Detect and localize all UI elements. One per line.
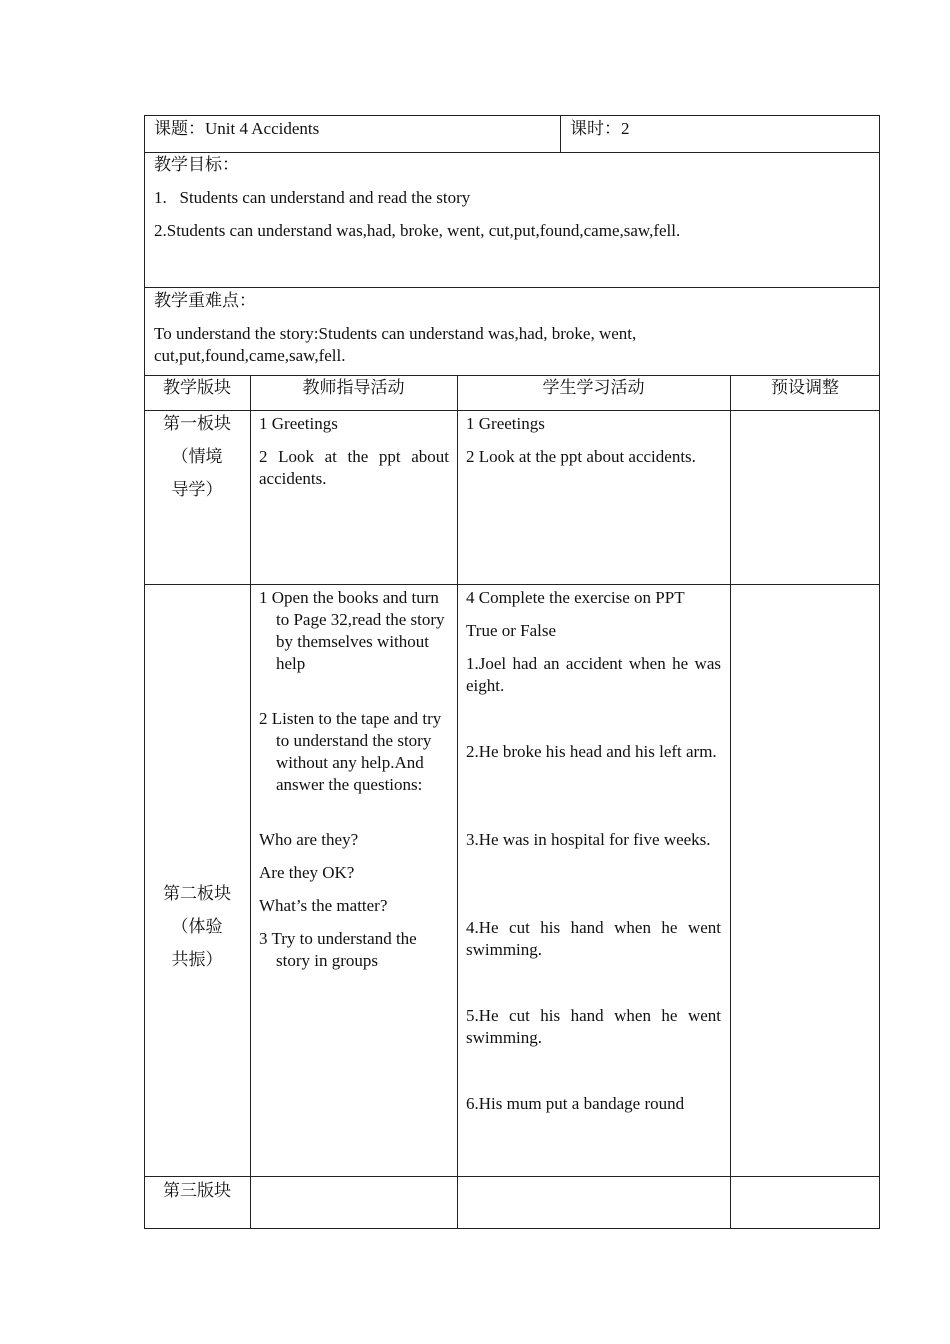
section1-teacher-item: 1 Greetings bbox=[259, 414, 338, 433]
objectives-heading: 教学目标： bbox=[154, 155, 239, 174]
section2-teacher-item: What’s the matter? bbox=[259, 896, 388, 915]
column-header-student: 学生学习活动 bbox=[542, 378, 645, 397]
section2-label-line: （体验 bbox=[171, 917, 223, 936]
section2-student-item: 4.He cut his hand when he went swimming. bbox=[466, 918, 721, 959]
objective-item: 2.Students can understand was,had, broke, went, cut,put,found,came,saw,fell. bbox=[154, 221, 681, 240]
row-divider bbox=[144, 410, 880, 411]
section2-student-item: 3.He was in hospital for five weeks. bbox=[466, 830, 711, 849]
column-divider bbox=[730, 375, 731, 1229]
section2-student-item: True or False bbox=[466, 621, 557, 640]
row-divider bbox=[144, 1176, 880, 1177]
section1-teacher-item: 2 Look at the ppt about accidents. bbox=[259, 447, 449, 488]
section2-student-item: 2.He broke his head and his left arm. bbox=[466, 742, 717, 761]
row-divider bbox=[144, 584, 880, 585]
section1-student-item: 1 Greetings bbox=[466, 414, 545, 433]
section2-student-item: 6.His mum put a bandage round bbox=[466, 1094, 685, 1113]
column-header-teacher: 教师指导活动 bbox=[302, 378, 405, 397]
topic-label: 课题：Unit 4 Accidents bbox=[154, 119, 320, 138]
section1-student-item: 2 Look at the ppt about accidents. bbox=[466, 447, 696, 466]
column-header-section: 教学版块 bbox=[163, 378, 231, 397]
section2-student-item: 5.He cut his hand when he went swimming. bbox=[466, 1006, 721, 1047]
section2-teacher-item: 2 Listen to the tape and try to understand the story without any help.And answer the questions: bbox=[259, 709, 442, 794]
section1-label-line: 第一板块 bbox=[163, 414, 231, 433]
section2-teacher-item: 3 Try to understand the story in groups bbox=[259, 929, 417, 970]
section1-label-line: （情境 bbox=[171, 447, 223, 466]
section2-teacher-item: 1 Open the books and turn to Page 32,read the story by themselves without help bbox=[259, 588, 445, 673]
column-divider bbox=[560, 115, 561, 152]
row-divider bbox=[144, 287, 880, 288]
section2-teacher-item: Who are they? bbox=[259, 830, 359, 849]
objective-item: 1. Students can understand and read the story bbox=[154, 188, 471, 207]
section2-student-item: 4 Complete the exercise on PPT bbox=[466, 588, 685, 607]
column-header-adjustment: 预设调整 bbox=[771, 378, 839, 397]
column-divider bbox=[250, 375, 251, 1229]
row-divider bbox=[144, 152, 880, 153]
section3-label: 第三版块 bbox=[163, 1181, 231, 1200]
row-divider bbox=[144, 375, 880, 376]
key-points-text: To understand the story:Students can understand was,had, broke, went, cut,put,found,came,saw,fell. bbox=[154, 324, 637, 365]
section2-student-item: 1.Joel had an accident when he was eight. bbox=[466, 654, 721, 695]
section1-label-line: 导学） bbox=[171, 480, 223, 499]
key-points-heading: 教学重难点： bbox=[154, 291, 256, 310]
section2-label-line: 第二板块 bbox=[163, 884, 231, 903]
period-label: 课时：2 bbox=[570, 119, 630, 138]
section2-teacher-item: Are they OK? bbox=[259, 863, 355, 882]
section2-label-line: 共振） bbox=[171, 950, 223, 969]
column-divider bbox=[457, 375, 458, 1229]
